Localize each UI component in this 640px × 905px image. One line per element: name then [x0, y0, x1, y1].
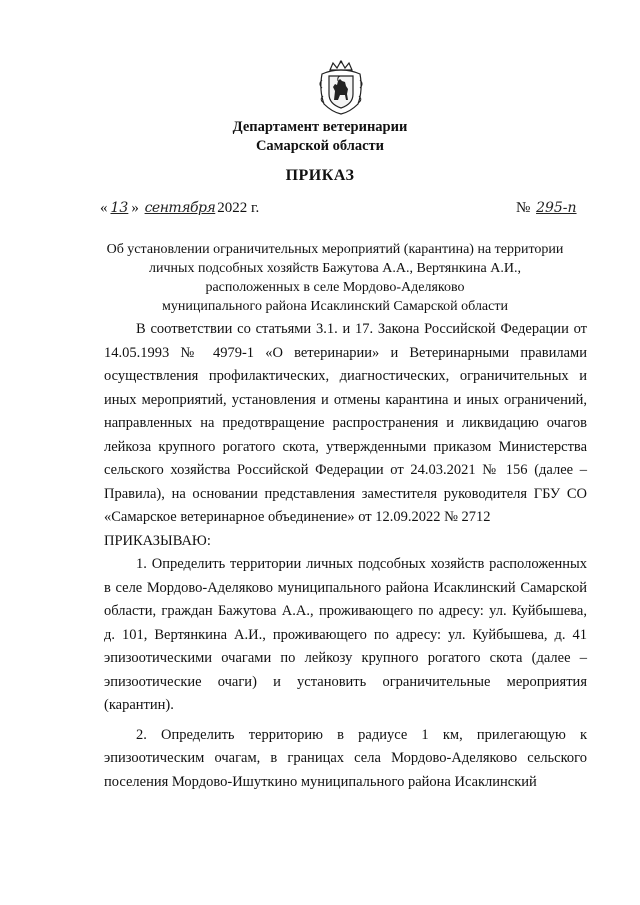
date-day: 13: [110, 200, 129, 216]
subject-line: Об установлении ограничительных мероприятий (карантина) на территории: [106, 242, 564, 257]
date-year: 2022 г.: [217, 200, 260, 216]
department-name: Департамент ветеринарии: [232, 119, 408, 135]
date-open-quote: «: [100, 200, 108, 216]
subject-line: личных подсобных хозяйств Бажутова А.А., Вертянкина А.И.,: [149, 261, 521, 276]
document-type: ПРИКАЗ: [285, 167, 355, 184]
order-date: [100, 200, 259, 217]
number-value: 295-п: [536, 200, 577, 216]
command-word: ПРИКАЗЫВАЮ:: [104, 532, 211, 549]
order-body: [104, 318, 587, 794]
department-region: Самарской области: [255, 138, 385, 154]
date-month: сентября: [144, 200, 216, 216]
subject-line: расположенных в селе Мордово-Аделяково: [205, 280, 465, 295]
preamble-paragraph: В соответствии со статьями 3.1. и 17. Закона Российской Федерации от 14.05.1993 № 4979-1 «О ветеринарии» и Ветеринарными правилами осуществления профилактических, диагностических, ограничительных и иных мероприятий, установления и отмены карантина и иных ограничений, направленных на предотвращение распространения и ликвидацию очагов лейкоза крупного рогатого скота, утвержденными приказом Министерства сельского хозяйства Российской Федерации от 24.03.2021 № 156 (далее – Правила), на основании представления заместителя руководителя ГБУ СО «Самарское ветеринарное объединение» от 12.09.2022 № 2712: [104, 321, 587, 525]
item-1-paragraph: 1. Определить территории личных подсобных хозяйств расположенных в селе Мордово-Аделяково муниципального района Исаклинский Самарской области, граждан Бажутова А.А., проживающего по адресу: ул. Куйбышева, д. 101, Вертянкина А.И., проживающего по адресу: ул. Куйбышева, д. 41 эпизоотическими очагами по лейкозу крупного рогатого скота (далее – эпизоотические очаги) и установить ограничительные мероприятия (карантин).: [104, 556, 587, 713]
number-prefix: №: [516, 200, 531, 216]
subject-line: муниципального района Исаклинский Самарской области: [162, 299, 508, 314]
order-subject: [95, 240, 575, 316]
department-header: [0, 118, 640, 156]
coat-of-arms-icon: [316, 60, 366, 116]
order-number: [516, 200, 579, 217]
item-2-paragraph: 2. Определить территорию в радиусе 1 км, прилегающую к эпизоотическим очагам, в границах села Мордово-Аделяково сельского поселения Мордово-Ишуткино муниципального района Исаклинский: [104, 726, 587, 790]
date-close-quote: »: [131, 200, 139, 216]
